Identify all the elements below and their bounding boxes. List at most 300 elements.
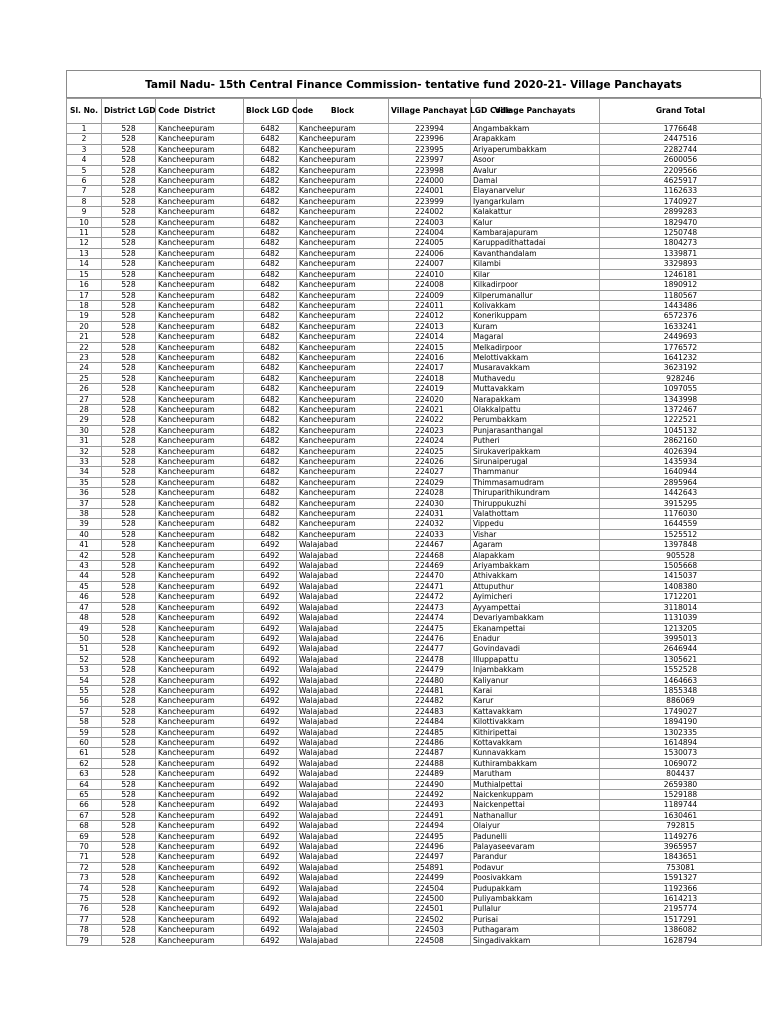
- cell-block: Kancheepuram: [297, 436, 389, 446]
- cell-block-lgd-code: 6482: [244, 321, 297, 331]
- cell-block: Walajabad: [297, 790, 389, 800]
- cell-district: Kancheepuram: [156, 498, 244, 508]
- cell-village-panchayat: Konerikuppam: [471, 311, 600, 321]
- cell-block-lgd-code: 6492: [244, 800, 297, 810]
- cell-sl-no: 49: [67, 623, 102, 633]
- cell-village-panchayat-lgd-code: 224488: [389, 758, 471, 768]
- table-row: [67, 717, 762, 727]
- cell-village-panchayat-lgd-code: 224494: [389, 821, 471, 831]
- cell-village-panchayat: Olakkalpattu: [471, 404, 600, 414]
- cell-village-panchayat-lgd-code: 224013: [389, 321, 471, 331]
- cell-grand-total: 2195774: [600, 904, 762, 914]
- cell-grand-total: 1740927: [600, 196, 762, 206]
- cell-sl-no: 15: [67, 269, 102, 279]
- cell-block: Walajabad: [297, 696, 389, 706]
- cell-village-panchayat-lgd-code: 224005: [389, 238, 471, 248]
- cell-district-lgd-code: 528: [102, 457, 156, 467]
- cell-grand-total: 1213205: [600, 623, 762, 633]
- cell-block-lgd-code: 6482: [244, 446, 297, 456]
- cell-grand-total: 1386082: [600, 925, 762, 935]
- cell-district-lgd-code: 528: [102, 862, 156, 872]
- cell-block-lgd-code: 6482: [244, 165, 297, 175]
- cell-block: Walajabad: [297, 925, 389, 935]
- cell-district-lgd-code: 528: [102, 914, 156, 924]
- cell-grand-total: 1628794: [600, 935, 762, 945]
- cell-district: Kancheepuram: [156, 873, 244, 883]
- cell-sl-no: 11: [67, 228, 102, 238]
- cell-village-panchayat: Puliyambakkam: [471, 894, 600, 904]
- cell-grand-total: 1305621: [600, 654, 762, 664]
- cell-grand-total: 1529188: [600, 790, 762, 800]
- cell-village-panchayat-lgd-code: 223998: [389, 165, 471, 175]
- cell-grand-total: 1397848: [600, 540, 762, 550]
- cell-village-panchayat: Magaral: [471, 332, 600, 342]
- cell-block: Walajabad: [297, 706, 389, 716]
- cell-district: Kancheepuram: [156, 633, 244, 643]
- table-row: [67, 457, 762, 467]
- cell-district-lgd-code: 528: [102, 155, 156, 165]
- cell-village-panchayat: Athivakkam: [471, 571, 600, 581]
- cell-block: Kancheepuram: [297, 415, 389, 425]
- cell-grand-total: 1517291: [600, 914, 762, 924]
- table-row: [67, 561, 762, 571]
- table-row: [67, 685, 762, 695]
- cell-grand-total: 1189744: [600, 800, 762, 810]
- cell-district-lgd-code: 528: [102, 196, 156, 206]
- cell-district: Kancheepuram: [156, 321, 244, 331]
- cell-block-lgd-code: 6482: [244, 529, 297, 539]
- cell-block: Kancheepuram: [297, 394, 389, 404]
- cell-sl-no: 77: [67, 914, 102, 924]
- cell-block-lgd-code: 6492: [244, 821, 297, 831]
- cell-district: Kancheepuram: [156, 155, 244, 165]
- table-row: [67, 821, 762, 831]
- cell-district-lgd-code: 528: [102, 228, 156, 238]
- cell-grand-total: 886069: [600, 696, 762, 706]
- cell-district-lgd-code: 528: [102, 394, 156, 404]
- cell-block-lgd-code: 6492: [244, 633, 297, 643]
- cell-grand-total: 4026394: [600, 446, 762, 456]
- cell-village-panchayat-lgd-code: 224006: [389, 248, 471, 258]
- table-row: [67, 800, 762, 810]
- col-header-village-panchayat-lgd-code: Village Panchayat LGD Code: [389, 99, 471, 124]
- cell-sl-no: 65: [67, 790, 102, 800]
- cell-block-lgd-code: 6492: [244, 706, 297, 716]
- cell-district-lgd-code: 528: [102, 238, 156, 248]
- cell-block-lgd-code: 6492: [244, 654, 297, 664]
- cell-village-panchayat: Thammanur: [471, 467, 600, 477]
- cell-block: Kancheepuram: [297, 280, 389, 290]
- cell-village-panchayat: Kilperumanallur: [471, 290, 600, 300]
- cell-village-panchayat: Govindavadi: [471, 644, 600, 654]
- cell-block: Kancheepuram: [297, 404, 389, 414]
- cell-village-panchayat-lgd-code: 224014: [389, 332, 471, 342]
- cell-sl-no: 29: [67, 415, 102, 425]
- cell-block-lgd-code: 6492: [244, 675, 297, 685]
- cell-block: Walajabad: [297, 748, 389, 758]
- cell-district-lgd-code: 528: [102, 665, 156, 675]
- cell-grand-total: 6572376: [600, 311, 762, 321]
- cell-district-lgd-code: 528: [102, 779, 156, 789]
- cell-sl-no: 21: [67, 332, 102, 342]
- cell-district: Kancheepuram: [156, 675, 244, 685]
- table-row: [67, 134, 762, 144]
- table-row: [67, 644, 762, 654]
- cell-district: Kancheepuram: [156, 488, 244, 498]
- cell-district: Kancheepuram: [156, 300, 244, 310]
- cell-block-lgd-code: 6482: [244, 280, 297, 290]
- cell-village-panchayat: Podavur: [471, 862, 600, 872]
- cell-village-panchayat-lgd-code: 223999: [389, 196, 471, 206]
- cell-district: Kancheepuram: [156, 248, 244, 258]
- table-row: [67, 529, 762, 539]
- cell-grand-total: 2899283: [600, 207, 762, 217]
- col-header-grand-total: Grand Total: [600, 99, 762, 124]
- cell-village-panchayat: Kaliyanur: [471, 675, 600, 685]
- cell-district-lgd-code: 528: [102, 675, 156, 685]
- cell-village-panchayat-lgd-code: 224472: [389, 592, 471, 602]
- table-row: [67, 696, 762, 706]
- cell-district-lgd-code: 528: [102, 550, 156, 560]
- cell-block-lgd-code: 6482: [244, 477, 297, 487]
- cell-sl-no: 79: [67, 935, 102, 945]
- cell-district: Kancheepuram: [156, 259, 244, 269]
- cell-block-lgd-code: 6482: [244, 519, 297, 529]
- table-row: [67, 633, 762, 643]
- cell-district-lgd-code: 528: [102, 384, 156, 394]
- cell-village-panchayat-lgd-code: 224473: [389, 602, 471, 612]
- cell-grand-total: 4625917: [600, 176, 762, 186]
- cell-grand-total: 753081: [600, 862, 762, 872]
- sheet-title: Tamil Nadu- 15th Central Finance Commission- tentative fund 2020-21- Village Panchayats: [66, 70, 761, 98]
- cell-village-panchayat: Padunelli: [471, 831, 600, 841]
- cell-village-panchayat-lgd-code: 224016: [389, 352, 471, 362]
- cell-village-panchayat: Kalakattur: [471, 207, 600, 217]
- table-row: [67, 602, 762, 612]
- cell-district-lgd-code: 528: [102, 259, 156, 269]
- cell-sl-no: 47: [67, 602, 102, 612]
- cell-block: Kancheepuram: [297, 467, 389, 477]
- cell-village-panchayat: Kilottivakkam: [471, 717, 600, 727]
- cell-grand-total: 1776648: [600, 124, 762, 134]
- cell-village-panchayat-lgd-code: 224485: [389, 727, 471, 737]
- table-row: [67, 155, 762, 165]
- cell-block-lgd-code: 6492: [244, 779, 297, 789]
- cell-grand-total: 3118014: [600, 602, 762, 612]
- cell-village-panchayat-lgd-code: 224499: [389, 873, 471, 883]
- cell-grand-total: 3995013: [600, 633, 762, 643]
- cell-block: Walajabad: [297, 873, 389, 883]
- cell-block-lgd-code: 6482: [244, 311, 297, 321]
- cell-village-panchayat-lgd-code: 224467: [389, 540, 471, 550]
- cell-district: Kancheepuram: [156, 779, 244, 789]
- cell-village-panchayat-lgd-code: 224029: [389, 477, 471, 487]
- cell-district: Kancheepuram: [156, 842, 244, 852]
- cell-sl-no: 48: [67, 613, 102, 623]
- cell-grand-total: 928246: [600, 373, 762, 383]
- cell-sl-no: 10: [67, 217, 102, 227]
- table-row: [67, 300, 762, 310]
- cell-district-lgd-code: 528: [102, 602, 156, 612]
- cell-district: Kancheepuram: [156, 384, 244, 394]
- cell-district-lgd-code: 528: [102, 280, 156, 290]
- table-row: [67, 873, 762, 883]
- cell-village-panchayat: Agaram: [471, 540, 600, 550]
- cell-sl-no: 39: [67, 519, 102, 529]
- cell-village-panchayat-lgd-code: 224015: [389, 342, 471, 352]
- cell-grand-total: 1630461: [600, 810, 762, 820]
- cell-village-panchayat-lgd-code: 224491: [389, 810, 471, 820]
- cell-village-panchayat: Musaravakkam: [471, 363, 600, 373]
- cell-block: Walajabad: [297, 675, 389, 685]
- cell-block-lgd-code: 6482: [244, 144, 297, 154]
- cell-block-lgd-code: 6482: [244, 457, 297, 467]
- cell-district: Kancheepuram: [156, 654, 244, 664]
- cell-village-panchayat: Elayanarvelur: [471, 186, 600, 196]
- cell-district: Kancheepuram: [156, 623, 244, 633]
- cell-block-lgd-code: 6482: [244, 384, 297, 394]
- cell-block-lgd-code: 6492: [244, 696, 297, 706]
- cell-village-panchayat-lgd-code: 224001: [389, 186, 471, 196]
- table-row: [67, 706, 762, 716]
- cell-block-lgd-code: 6482: [244, 155, 297, 165]
- cell-sl-no: 16: [67, 280, 102, 290]
- cell-block: Walajabad: [297, 737, 389, 747]
- cell-district-lgd-code: 528: [102, 217, 156, 227]
- cell-block-lgd-code: 6482: [244, 415, 297, 425]
- cell-grand-total: 1131039: [600, 613, 762, 623]
- cell-district: Kancheepuram: [156, 737, 244, 747]
- cell-village-panchayat-lgd-code: 224017: [389, 363, 471, 373]
- cell-district: Kancheepuram: [156, 280, 244, 290]
- cell-sl-no: 57: [67, 706, 102, 716]
- cell-sl-no: 76: [67, 904, 102, 914]
- cell-district-lgd-code: 528: [102, 737, 156, 747]
- cell-sl-no: 72: [67, 862, 102, 872]
- cell-grand-total: 1712201: [600, 592, 762, 602]
- cell-block: Walajabad: [297, 633, 389, 643]
- cell-grand-total: 1246181: [600, 269, 762, 279]
- cell-district-lgd-code: 528: [102, 165, 156, 175]
- cell-grand-total: 2282744: [600, 144, 762, 154]
- cell-village-panchayat-lgd-code: 224022: [389, 415, 471, 425]
- table-row: [67, 748, 762, 758]
- cell-village-panchayat: Kilar: [471, 269, 600, 279]
- cell-village-panchayat-lgd-code: 224484: [389, 717, 471, 727]
- cell-block: Walajabad: [297, 904, 389, 914]
- cell-block-lgd-code: 6492: [244, 571, 297, 581]
- cell-village-panchayat-lgd-code: 224024: [389, 436, 471, 446]
- cell-district-lgd-code: 528: [102, 717, 156, 727]
- cell-district-lgd-code: 528: [102, 748, 156, 758]
- cell-grand-total: 1435934: [600, 457, 762, 467]
- cell-sl-no: 36: [67, 488, 102, 498]
- table-row: [67, 550, 762, 560]
- cell-block: Walajabad: [297, 581, 389, 591]
- cell-village-panchayat: Kottavakkam: [471, 737, 600, 747]
- table-row: [67, 259, 762, 269]
- cell-village-panchayat-lgd-code: 224031: [389, 509, 471, 519]
- table-row: [67, 352, 762, 362]
- cell-grand-total: 1829470: [600, 217, 762, 227]
- cell-district-lgd-code: 528: [102, 321, 156, 331]
- cell-block: Kancheepuram: [297, 425, 389, 435]
- cell-village-panchayat: Narapakkam: [471, 394, 600, 404]
- cell-village-panchayat-lgd-code: 224470: [389, 571, 471, 581]
- cell-block-lgd-code: 6482: [244, 228, 297, 238]
- cell-village-panchayat: Puthagaram: [471, 925, 600, 935]
- cell-block: Walajabad: [297, 769, 389, 779]
- cell-district-lgd-code: 528: [102, 134, 156, 144]
- cell-village-panchayat: Naickenpettai: [471, 800, 600, 810]
- cell-district-lgd-code: 528: [102, 529, 156, 539]
- cell-district: Kancheepuram: [156, 592, 244, 602]
- cell-district-lgd-code: 528: [102, 821, 156, 831]
- cell-sl-no: 56: [67, 696, 102, 706]
- cell-block-lgd-code: 6492: [244, 790, 297, 800]
- table-row: [67, 186, 762, 196]
- cell-village-panchayat: Angambakkam: [471, 124, 600, 134]
- cell-village-panchayat-lgd-code: 224477: [389, 644, 471, 654]
- cell-district-lgd-code: 528: [102, 269, 156, 279]
- cell-district: Kancheepuram: [156, 540, 244, 550]
- cell-district: Kancheepuram: [156, 706, 244, 716]
- cell-sl-no: 61: [67, 748, 102, 758]
- cell-village-panchayat-lgd-code: 223997: [389, 155, 471, 165]
- cell-district: Kancheepuram: [156, 644, 244, 654]
- cell-village-panchayat-lgd-code: 224471: [389, 581, 471, 591]
- cell-sl-no: 6: [67, 176, 102, 186]
- cell-sl-no: 50: [67, 633, 102, 643]
- cell-grand-total: 1180567: [600, 290, 762, 300]
- cell-village-panchayat-lgd-code: 224026: [389, 457, 471, 467]
- table-row: [67, 509, 762, 519]
- cell-grand-total: 3965957: [600, 842, 762, 852]
- cell-sl-no: 43: [67, 561, 102, 571]
- cell-grand-total: 1222521: [600, 415, 762, 425]
- cell-district: Kancheepuram: [156, 519, 244, 529]
- cell-village-panchayat: Punjarasanthangal: [471, 425, 600, 435]
- cell-block-lgd-code: 6482: [244, 373, 297, 383]
- cell-block-lgd-code: 6492: [244, 852, 297, 862]
- cell-village-panchayat: Kambarajapuram: [471, 228, 600, 238]
- cell-village-panchayat: Ekanampettai: [471, 623, 600, 633]
- col-header-sl-no: Sl. No.: [67, 99, 102, 124]
- cell-district-lgd-code: 528: [102, 758, 156, 768]
- table-row: [67, 373, 762, 383]
- cell-block-lgd-code: 6482: [244, 124, 297, 134]
- cell-block-lgd-code: 6492: [244, 685, 297, 695]
- cell-village-panchayat: Kolivakkam: [471, 300, 600, 310]
- cell-grand-total: 2209566: [600, 165, 762, 175]
- cell-district-lgd-code: 528: [102, 790, 156, 800]
- cell-village-panchayat-lgd-code: 224469: [389, 561, 471, 571]
- cell-district: Kancheepuram: [156, 748, 244, 758]
- cell-sl-no: 19: [67, 311, 102, 321]
- cell-district-lgd-code: 528: [102, 831, 156, 841]
- table-row: [67, 238, 762, 248]
- cell-block: Walajabad: [297, 810, 389, 820]
- cell-village-panchayat-lgd-code: 224475: [389, 623, 471, 633]
- table-row: [67, 571, 762, 581]
- cell-grand-total: 2895964: [600, 477, 762, 487]
- cell-block-lgd-code: 6482: [244, 509, 297, 519]
- cell-district-lgd-code: 528: [102, 332, 156, 342]
- cell-village-panchayat-lgd-code: 224033: [389, 529, 471, 539]
- cell-district: Kancheepuram: [156, 769, 244, 779]
- cell-sl-no: 23: [67, 352, 102, 362]
- cell-district-lgd-code: 528: [102, 519, 156, 529]
- table-row: [67, 228, 762, 238]
- cell-grand-total: 1525512: [600, 529, 762, 539]
- cell-village-panchayat-lgd-code: 224007: [389, 259, 471, 269]
- cell-sl-no: 55: [67, 685, 102, 695]
- cell-village-panchayat: Arapakkam: [471, 134, 600, 144]
- cell-village-panchayat-lgd-code: 224012: [389, 311, 471, 321]
- cell-district-lgd-code: 528: [102, 581, 156, 591]
- cell-block-lgd-code: 6492: [244, 883, 297, 893]
- cell-district-lgd-code: 528: [102, 561, 156, 571]
- cell-district: Kancheepuram: [156, 238, 244, 248]
- cell-village-panchayat: Poosivakkam: [471, 873, 600, 883]
- cell-district-lgd-code: 528: [102, 363, 156, 373]
- cell-village-panchayat: Valathottam: [471, 509, 600, 519]
- cell-block-lgd-code: 6482: [244, 207, 297, 217]
- cell-village-panchayat-lgd-code: 224018: [389, 373, 471, 383]
- cell-district: Kancheepuram: [156, 415, 244, 425]
- cell-district-lgd-code: 528: [102, 769, 156, 779]
- table-row: [67, 477, 762, 487]
- cell-district: Kancheepuram: [156, 269, 244, 279]
- cell-district: Kancheepuram: [156, 571, 244, 581]
- cell-district: Kancheepuram: [156, 935, 244, 945]
- cell-block: Kancheepuram: [297, 290, 389, 300]
- cell-district-lgd-code: 528: [102, 300, 156, 310]
- cell-district-lgd-code: 528: [102, 842, 156, 852]
- cell-block: Walajabad: [297, 571, 389, 581]
- cell-district: Kancheepuram: [156, 925, 244, 935]
- table-row: [67, 196, 762, 206]
- cell-village-panchayat: Vishar: [471, 529, 600, 539]
- cell-district: Kancheepuram: [156, 914, 244, 924]
- cell-block: Walajabad: [297, 550, 389, 560]
- cell-district-lgd-code: 528: [102, 176, 156, 186]
- cell-block-lgd-code: 6482: [244, 498, 297, 508]
- table-row: [67, 862, 762, 872]
- cell-block: Kancheepuram: [297, 155, 389, 165]
- cell-block-lgd-code: 6492: [244, 665, 297, 675]
- cell-village-panchayat: Kuram: [471, 321, 600, 331]
- cell-sl-no: 7: [67, 186, 102, 196]
- cell-block-lgd-code: 6492: [244, 862, 297, 872]
- cell-village-panchayat: Injambakkam: [471, 665, 600, 675]
- cell-block: Kancheepuram: [297, 498, 389, 508]
- cell-district: Kancheepuram: [156, 176, 244, 186]
- table-row: [67, 831, 762, 841]
- cell-sl-no: 14: [67, 259, 102, 269]
- cell-grand-total: 2449693: [600, 332, 762, 342]
- cell-block-lgd-code: 6492: [244, 644, 297, 654]
- cell-grand-total: 1855348: [600, 685, 762, 695]
- cell-village-panchayat-lgd-code: 224027: [389, 467, 471, 477]
- table-row: [67, 446, 762, 456]
- cell-village-panchayat-lgd-code: 224503: [389, 925, 471, 935]
- cell-village-panchayat: Kithiripettai: [471, 727, 600, 737]
- cell-grand-total: 804437: [600, 769, 762, 779]
- cell-grand-total: 2447516: [600, 134, 762, 144]
- cell-sl-no: 27: [67, 394, 102, 404]
- cell-district: Kancheepuram: [156, 904, 244, 914]
